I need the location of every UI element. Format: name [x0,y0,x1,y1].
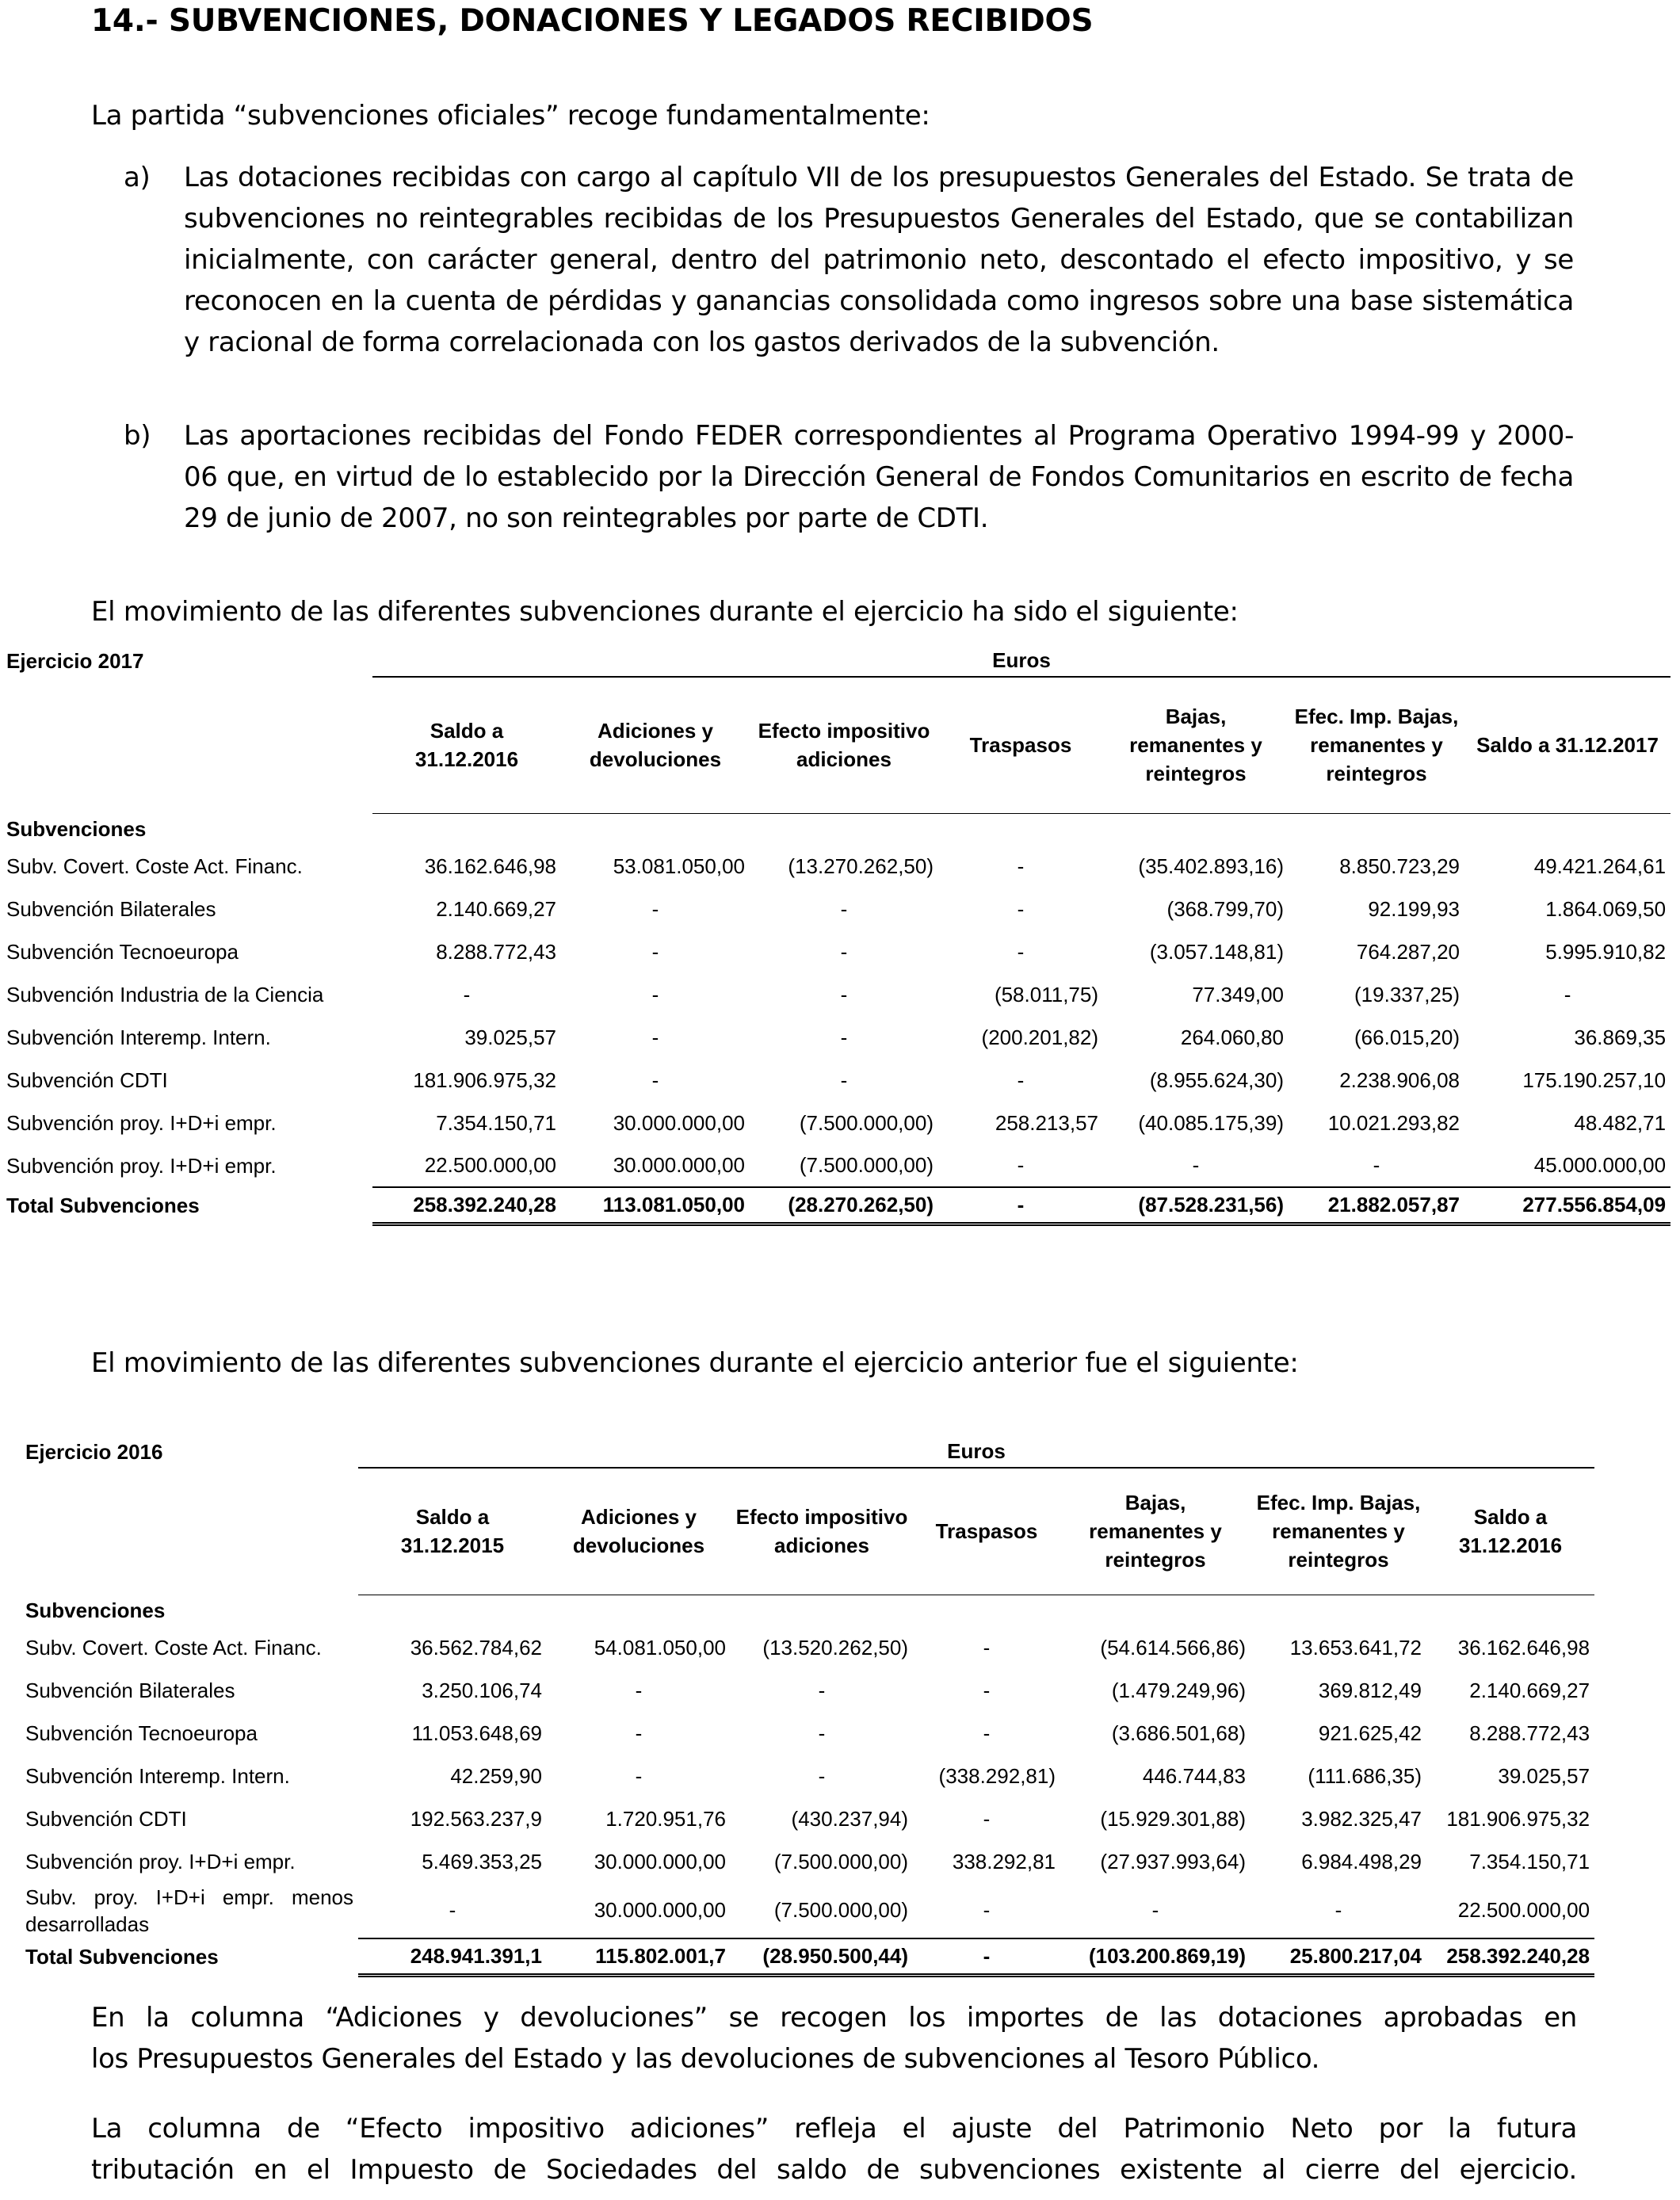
table-cell: (35.402.893,16) [1138,854,1284,878]
row-label: Subv. Covert. Coste Act. Financ. [6,854,303,878]
table-cell: 49.421.264,61 [1533,854,1667,878]
table-cell: - [463,982,471,1006]
table-cell: - [1334,1898,1342,1922]
table-cell: - [840,939,848,964]
table-cell: 921.625,42 [1318,1721,1422,1745]
table-cell: - [1017,854,1025,878]
table-cell: 77.349,00 [1192,982,1284,1006]
table-cell: - [840,1025,848,1049]
table-cell: (7.500.000,00) [773,1849,908,1873]
table-cell: 446.744,83 [1142,1763,1246,1788]
table-cell: 7.354.150,71 [1469,1849,1590,1873]
table-cell: (19.337,25) [1354,982,1460,1006]
table-row [6,1059,1670,1102]
table-cell: - [818,1763,826,1788]
column-header: Efecto impositivo adiciones [750,677,938,813]
table-cell: 181.906.975,32 [413,1068,556,1092]
table-cell: 258.213,57 [995,1110,1098,1135]
table-cell: - [651,982,659,1006]
table-cell: 36.869,35 [1574,1025,1667,1049]
table-cell: (111.686,35) [1308,1763,1422,1788]
table-cell: - [1564,982,1571,1006]
table-row [6,973,1670,1016]
list-marker: a) [124,162,151,193]
table-cell: 3.250.106,74 [422,1678,542,1702]
total-cell: 258.392.240,28 [1426,1938,1594,1975]
closing-line: tributación en el Impuesto de Sociedades del saldo de subvenciones existente al cierre del ejercicio. [91,2154,1577,2186]
row-label: Subvención Industria de la Ciencia [6,982,324,1006]
table-cell: 30.000.000,00 [613,1153,745,1177]
table-cell: (7.500.000,00) [773,1898,908,1922]
table-cell: (13.270.262,50) [788,854,934,878]
section-label: Subvenciones [25,1598,166,1622]
table-cell: 1.864.069,50 [1545,896,1667,921]
table-cell: 39.025,57 [464,1025,556,1049]
total-cell: 21.882.057,87 [1289,1187,1464,1224]
row-label: Subvención Bilaterales [25,1678,235,1702]
table-cell: - [1151,1898,1159,1922]
table-cell: 6.984.498,29 [1301,1849,1422,1873]
total-cell: - [913,1938,1060,1975]
section-heading: 14.- SUBVENCIONES, DONACIONES Y LEGADOS RECIBIDOS [91,3,1094,39]
closing-line: los Presupuestos Generales del Estado y las devoluciones de subvenciones al Tesoro Público. [91,2043,1320,2075]
row-label: Subvención Bilaterales [6,896,216,921]
table-cell: 8.288.772,43 [1469,1721,1590,1745]
row-label: Subvención proy. I+D+i empr. [25,1849,296,1873]
table-cell: (54.614.566,86) [1100,1635,1246,1660]
table-row [25,1669,1594,1712]
table-cell: 5.469.353,25 [422,1849,542,1873]
table-cell: 2.140.669,27 [436,896,556,921]
table-cell: (66.015,20) [1354,1025,1460,1049]
table-cell: 39.025,57 [1498,1763,1590,1788]
table-cell: 764.287,20 [1356,939,1460,964]
table-row [6,1144,1670,1187]
table-cell: 36.562.784,62 [410,1635,542,1660]
table-cell: - [1017,939,1025,964]
column-header: Traspasos [938,677,1103,813]
table-cell: 36.162.646,98 [424,854,556,878]
table-cell: (3.057.148,81) [1149,939,1284,964]
table-cell: - [983,1806,991,1831]
table-cell: 30.000.000,00 [594,1898,726,1922]
table-cell: - [1192,1153,1200,1177]
table-cell: 13.653.641,72 [1289,1635,1422,1660]
total-cell: (103.200.869,19) [1060,1938,1250,1975]
table-cell: 45.000.000,00 [1533,1153,1667,1177]
currency-header: Euros [372,645,1670,677]
table-cell: - [983,1721,991,1745]
table-row [25,1755,1594,1797]
column-header: Efecto impositivo adiciones [731,1468,913,1595]
table-cell: 192.563.237,9 [410,1806,542,1831]
total-cell: 113.081.050,00 [561,1187,750,1224]
table-cell: - [840,896,848,921]
table-cell: - [1017,1068,1025,1092]
closing-paragraph-2 [91,2108,1577,2190]
table-cell: 11.053.648,69 [411,1721,542,1745]
row-label: Subvención proy. I+D+i empr. [6,1153,277,1178]
table-cell: 36.162.646,98 [1457,1635,1590,1660]
movement-2016-intro: El movimiento de las diferentes subvenciones durante el ejercicio anterior fue el siguiente: [91,1347,1299,1379]
table-cell: 22.500.000,00 [1457,1898,1590,1922]
row-label: Subv. proy. I+D+i empr. menos desarrolladas [25,1885,353,1936]
table-cell: (40.085.175,39) [1138,1110,1284,1135]
total-cell: 258.392.240,28 [372,1187,561,1224]
table-cell: - [1017,1153,1025,1177]
item-b-line: Las aportaciones recibidas del Fondo FEDER correspondientes al Programa Operativo 1994-99 y 2000- [184,420,1574,452]
table-cell: - [840,982,848,1006]
table-row [6,845,1670,888]
table-cell: 8.850.723,29 [1339,854,1460,878]
table-cell: - [651,1068,659,1092]
table-cell: (27.937.993,64) [1100,1849,1246,1873]
column-header: Efec. Imp. Bajas, remanentes y reintegros [1289,677,1464,813]
total-cell: 277.556.854,09 [1464,1187,1670,1224]
item-a-line: inicialmente, con carácter general, dentro del patrimonio neto, descontado el efecto impositivo, y se [184,244,1574,276]
closing-paragraph-1 [91,1997,1577,2080]
total-cell: 248.941.391,1 [358,1938,547,1975]
item-a-line: reconocen en la cuenta de pérdidas y ganancias consolidada como ingresos sobre una base sistemática [184,285,1574,317]
row-label: Subvención CDTI [25,1806,187,1831]
total-cell: (28.950.500,44) [731,1938,913,1975]
table-cell: 10.021.293,82 [1327,1110,1460,1135]
table-cell: (7.500.000,00) [799,1153,934,1177]
table-cell: 7.354.150,71 [436,1110,556,1135]
column-header: Bajas, remanentes y reintegros [1060,1468,1250,1595]
column-header: Adiciones y devoluciones [561,677,750,813]
table-cell: 3.982.325,47 [1301,1806,1422,1831]
column-header: Saldo a 31.12.2016 [372,677,561,813]
table-row [6,888,1670,930]
table-row [6,1016,1670,1059]
table-cell: (3.686.501,68) [1111,1721,1246,1745]
table-cell: (13.520.262,50) [762,1635,908,1660]
table-cell: (338.292,81) [938,1763,1056,1788]
total-cell: (28.270.262,50) [750,1187,938,1224]
table-cell: - [651,939,659,964]
total-label: Total Subvenciones [25,1944,219,1969]
table-cell: - [1017,896,1025,921]
table-cell: - [983,1678,991,1702]
closing-line: La columna de “Efecto impositivo adiciones” refleja el ajuste del Patrimonio Neto por la futura [91,2113,1577,2145]
column-header: Saldo a 31.12.2015 [358,1468,547,1595]
table-cell: - [635,1678,643,1702]
table-cell: 181.906.975,32 [1446,1806,1590,1831]
table-cell: 54.081.050,00 [594,1635,726,1660]
total-cell: (87.528.231,56) [1103,1187,1289,1224]
row-label: Subv. Covert. Coste Act. Financ. [25,1635,322,1660]
column-header: Traspasos [913,1468,1060,1595]
table-cell: - [651,1025,659,1049]
section-label: Subvenciones [6,816,147,841]
item-a-line: subvenciones no reintegrables recibidas de los Presupuestos Generales del Estado, que se contabilizan [184,203,1574,235]
total-cell: 115.802.001,7 [547,1938,731,1975]
table-row [6,1102,1670,1144]
total-cell: - [938,1187,1103,1224]
table-cell: - [635,1721,643,1745]
table-row [25,1883,1594,1938]
table-cell: - [1373,1153,1380,1177]
column-header: Bajas, remanentes y reintegros [1103,677,1289,813]
table-cell: (200.201,82) [981,1025,1098,1049]
table-cell: 369.812,49 [1318,1678,1422,1702]
table-row [25,1626,1594,1669]
table-cell: 175.190.257,10 [1522,1068,1667,1092]
table-title: Ejercicio 2017 [6,648,144,673]
column-header: Saldo a 31.12.2016 [1426,1468,1594,1595]
table-cell: 22.500.000,00 [424,1153,556,1177]
table-cell: - [840,1068,848,1092]
table-cell: 264.060,80 [1180,1025,1284,1049]
row-label: Subvención proy. I+D+i empr. [6,1110,277,1135]
table-row [25,1797,1594,1840]
table-cell: 1.720.951,76 [605,1806,726,1831]
table-cell: - [983,1635,991,1660]
column-header: Efec. Imp. Bajas, remanentes y reintegros [1250,1468,1426,1595]
row-label: Subvención Tecnoeuropa [6,939,239,964]
item-a-line: y racional de forma correlacionada con los gastos derivados de la subvención. [184,327,1220,358]
table-cell: (15.929.301,88) [1100,1806,1246,1831]
table-cell: 2.238.906,08 [1339,1068,1460,1092]
item-a-line: Las dotaciones recibidas con cargo al capítulo VII de los presupuestos Generales del Estado. Se trata de [184,162,1574,193]
table-cell: - [651,896,659,921]
currency-header: Euros [358,1436,1594,1468]
table-2016 [25,1436,1594,1977]
row-label: Subvención CDTI [6,1068,168,1092]
row-label: Subvención Interemp. Intern. [25,1763,290,1788]
row-label: Subvención Interemp. Intern. [6,1025,271,1049]
table-cell: - [449,1898,456,1922]
table-cell: 92.199,93 [1368,896,1460,921]
item-b-line: 06 que, en virtud de lo establecido por la Dirección General de Fondos Comunitarios en escrito de fecha [184,461,1574,493]
list-marker: b) [124,420,151,452]
row-label: Subvención Tecnoeuropa [25,1721,258,1745]
column-header: Saldo a 31.12.2017 [1464,677,1670,813]
table-cell: 53.081.050,00 [613,854,745,878]
table-cell: 48.482,71 [1574,1110,1667,1135]
table-cell: 30.000.000,00 [613,1110,745,1135]
table-cell: - [818,1678,826,1702]
total-label: Total Subvenciones [6,1193,200,1217]
table-cell: 338.292,81 [952,1849,1056,1873]
intro-paragraph: La partida “subvenciones oficiales” recoge fundamentalmente: [91,100,930,132]
table-cell: (1.479.249,96) [1111,1678,1246,1702]
table-cell: (430.237,94) [791,1806,908,1831]
total-cell: 25.800.217,04 [1250,1938,1426,1975]
column-header: Adiciones y devoluciones [547,1468,731,1595]
movement-2017-intro: El movimiento de las diferentes subvenciones durante el ejercicio ha sido el siguiente: [91,596,1239,628]
table-cell: (8.955.624,30) [1149,1068,1284,1092]
table-cell: 8.288.772,43 [436,939,556,964]
table-cell: - [983,1898,991,1922]
table-cell: - [818,1721,826,1745]
table-cell: (368.799,70) [1166,896,1284,921]
table-row [25,1712,1594,1755]
table-2017 [6,645,1670,1226]
table-row [25,1840,1594,1883]
table-row [6,930,1670,973]
table-cell: 30.000.000,00 [594,1849,726,1873]
table-cell: 42.259,90 [450,1763,542,1788]
table-cell: 2.140.669,27 [1469,1678,1590,1702]
table-cell: (58.011,75) [994,982,1098,1006]
table-cell: 5.995.910,82 [1545,939,1667,964]
table-title: Ejercicio 2016 [25,1439,163,1464]
closing-line: En la columna “Adiciones y devoluciones” se recogen los importes de las dotaciones aprobadas en [91,2002,1577,2034]
table-cell: (7.500.000,00) [799,1110,934,1135]
table-cell: - [635,1763,643,1788]
item-b-line: 29 de junio de 2007, no son reintegrables por parte de CDTI. [184,502,989,534]
